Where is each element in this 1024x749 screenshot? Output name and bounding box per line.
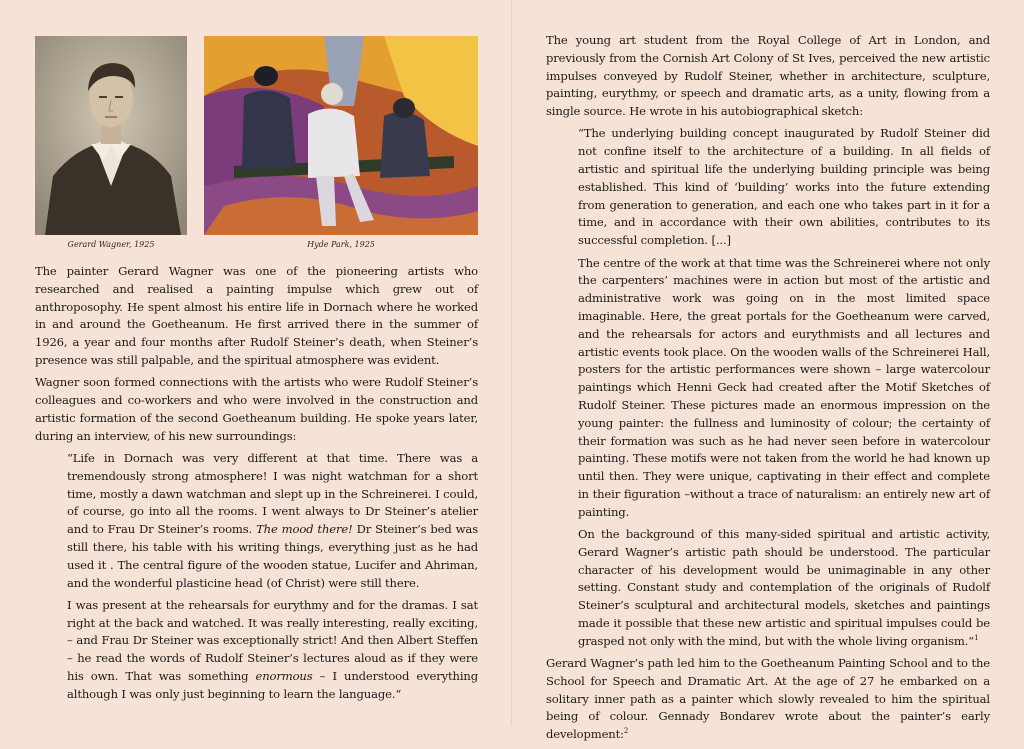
quote-text: Dr Steiner’s bed was still there, his table with his writing things, everything just as he had used it . The central figure of the wooden statue, Lucifer and Ahriman, and the wonderful plasticine head (of Christ) were still there. (67, 522, 478, 590)
quote-text: On the background of this many-sided spiritual and artistic activity, Gerard Wagner’s artistic path should be understood. The particular character of his development would be unimaginable in any other setting. Constant study and contemplation of the originals of Rudolf Steiner’s sculptural and architectural models, sketches and paintings made it possible that these new artistic and spiritual impulses could be grasped not only with the mind, but with the whole living organism.“ (578, 527, 990, 648)
quote-text: “Life in Dornach was very different at that time. There was a tremendously strong atmosphere! I was night watchman for a short time, mostly a dawn watchman and slept up in the Schreinerei. I could, of course, go into all the rooms. I went always to Dr Steiner’s atelier and to Frau Dr Steiner’s rooms. (67, 450, 478, 537)
quote-text: – I understood everything although I was only just beginning to learn the language.“ (67, 669, 478, 701)
paragraph-text: Gerard Wagner’s path led him to the Goetheanum Painting School and to the School for Speech and Dramatic Art. At the age of 27 he embarked on a solitary inner path as a painter which slowly revealed to him the spiritual being of colour. Gennady Bondarev wrote about the painter’s early development: (546, 656, 990, 742)
paragraph-intro: The painter Gerard Wagner was one of the pioneering artists who researched and realised a painting impulse which grew out of anthroposophy. He spent almost his entire life in Dornach where he worked in and around the Goetheanum. He first arrived there in the summer of 1926, a year and four months after Rudolf Steiner’s death, when Steiner’s presence was still palpable, and the spiritual atmosphere was evident. (35, 264, 478, 367)
quote-schreinerei: The centre of the work at that time was the Schreinerei where not only the carpenters’ machines were in action but most of the artistic and administrative work was going on in the most limited space imaginable. Here, the great portals for the Goetheanum were carved, and the rehearsals for actors and eurythmists and all lectures and artistic events took place. On the wooden walls of the Schreinerei Hall, posters for the artistic performances were shown – large watercolour paintings which Henni Geck had created after the Motif Sketches of Rudolf Steiner. These pictures made an enormous impression on the young painter: the fullness and luminosity of colour; the certainty of their formation was such as he had never seen before in watercolour painting. These motifs were not taken from the world he had known up until then. They were unique, captivating in their effect and complete in their figuration –without a trace of naturalism: an entirely new art of painting. (578, 255, 990, 519)
painting-caption: Hyde Park, 1925 (307, 240, 375, 249)
paragraph-painting-school (546, 655, 990, 744)
right-page (512, 0, 1024, 742)
footnote-marker: 1 (974, 633, 979, 642)
left-text-column (35, 263, 478, 708)
right-text-column (546, 32, 990, 749)
quote-text: I was present at the rehearsals for eurythmy and for the dramas. I sat right at the back and watched. It was really interesting, really exciting, – and Frau Dr Steiner was exceptionally strict! And then Albert Steffen – he read the words of Rudolf Steiner’s lectures aloud as if they were his own. That was something (67, 597, 478, 684)
quote-rehearsals (67, 597, 478, 704)
quote-life-in-dornach (67, 450, 478, 592)
quote-background (578, 526, 990, 651)
portrait-caption: Gerard Wagner, 1925 (67, 240, 155, 249)
painting-image (204, 36, 478, 235)
portrait-photo (35, 36, 187, 235)
paragraph-art-student: The young art student from the Royal College of Art in London, and previously from the Cornish Art Colony of St Ives, perceived the new artistic impulses conveyed by Rudolf Steiner, whether in architecture, sculpture, painting, eurythmy, or speech and dramatic arts, as a unity, flowing from a single source. He wrote in his autobiographical sketch: (546, 33, 990, 119)
paragraph-connections: Wagner soon formed connections with the artists who were Rudolf Steiner’s colleagues and co-workers and who were involved in the construction and artistic formation of the second Goetheanum building. He spoke years later, during an interview, of his new surroundings: (35, 375, 478, 443)
quote-emphasis: enormous (255, 669, 313, 684)
left-page (0, 0, 512, 726)
quote-building-concept: “The underlying building concept inaugurated by Rudolf Steiner did not confine itself to the architecture of a building. In all fields of artistic and spiritual life the underlying building principle was being established. This kind of ‘building’ works into the future extending from generation to generation, and each one who takes part in it for a time, and in accordance with their own abilities, contributes to its successful completion. [...] (578, 126, 990, 248)
footnote-marker: 2 (623, 727, 629, 736)
quote-emphasis: The mood there! (256, 522, 353, 537)
